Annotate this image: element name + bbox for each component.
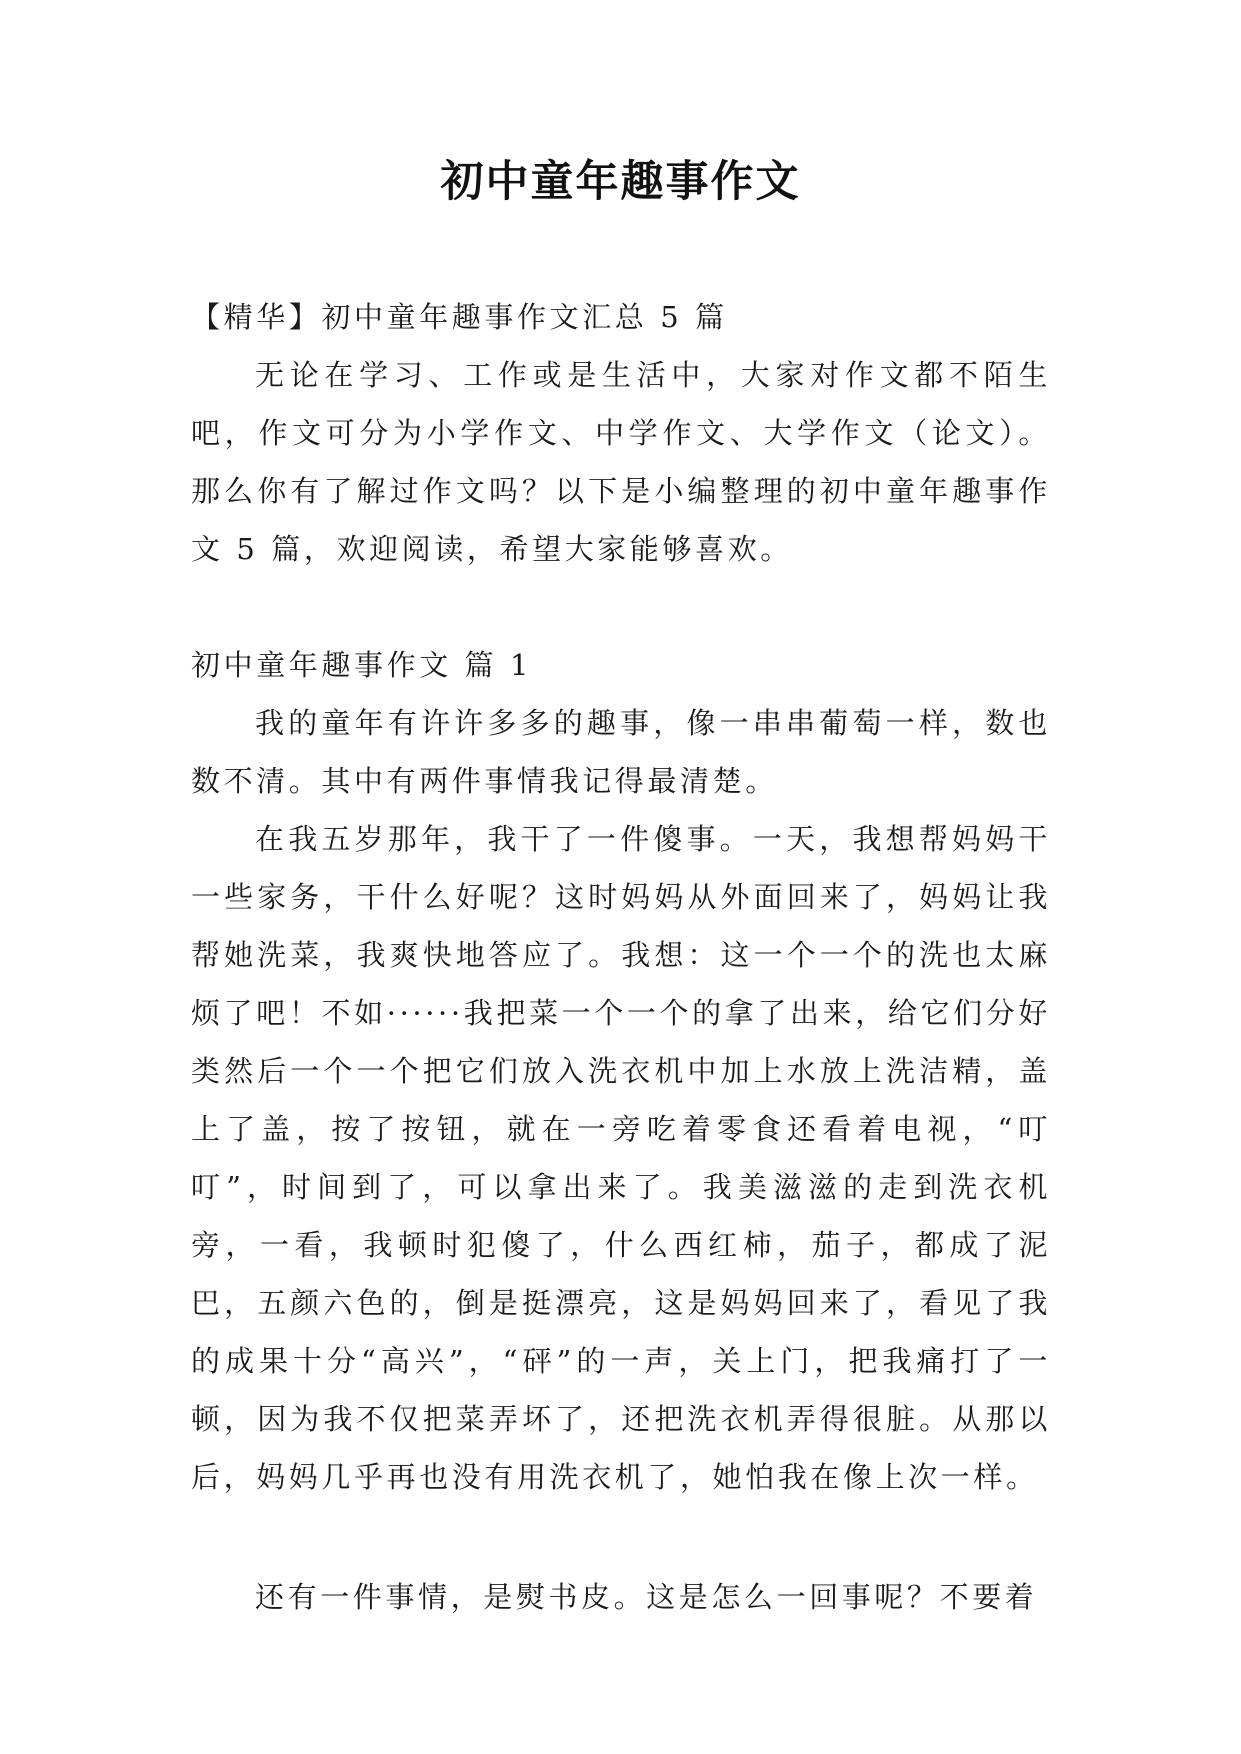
paragraph-3: 还有一件事情，是熨书皮。这是怎么一回事呢？不要着 (255, 1580, 1038, 1614)
paragraph-2: 在我五岁那年，我干了一件傻事。一天，我想帮妈妈干一些家务，干什么好呢？这时妈妈从外面回来了，妈妈让我帮她洗菜，我爽快地答应了。我想：这一个一个的洗也太麻烦了吧！不如······我把菜一个一个的拿了出来，给它们分好类然后一个一个把它们放入洗衣机中加上水放上洗洁精，盖上了盖，按了按钮，就在一旁吃着零食还看着电视，“叮叮”，时间到了，可以拿出来了。我美滋滋的走到洗衣机旁，一看，我顿时犯傻了，什么西红柿，茄子，都成了泥巴，五颜六色的，倒是挺漂亮，这是妈妈回来了，看见了我的成果十分“高兴”，“砰”的一声，关上门，把我痛打了一顿，因为我不仅把菜弄坏了，还把洗衣机弄得很脏。从那以后，妈妈几乎再也没有用洗衣机了，她怕我在像上次一样。 (191, 822, 1051, 1494)
document-title: 初中童年趣事作文 (440, 157, 801, 207)
section-heading: 初中童年趣事作文 篇 1 (191, 648, 533, 682)
document-subtitle: 【精华】初中童年趣事作文汇总 5 篇 (191, 300, 728, 334)
paragraph-1: 我的童年有许许多多的趣事，像一串串葡萄一样，数也数不清。其中有两件事情我记得最清楚。 (191, 706, 1051, 798)
intro-paragraph: 无论在学习、工作或是生活中，大家对作文都不陌生吧，作文可分为小学作文、中学作文、大学作文（论文）。那么你有了解过作文吗？以下是小编整理的初中童年趣事作文 5 篇，欢迎阅读，希望大家能够喜欢。 (191, 358, 1051, 566)
